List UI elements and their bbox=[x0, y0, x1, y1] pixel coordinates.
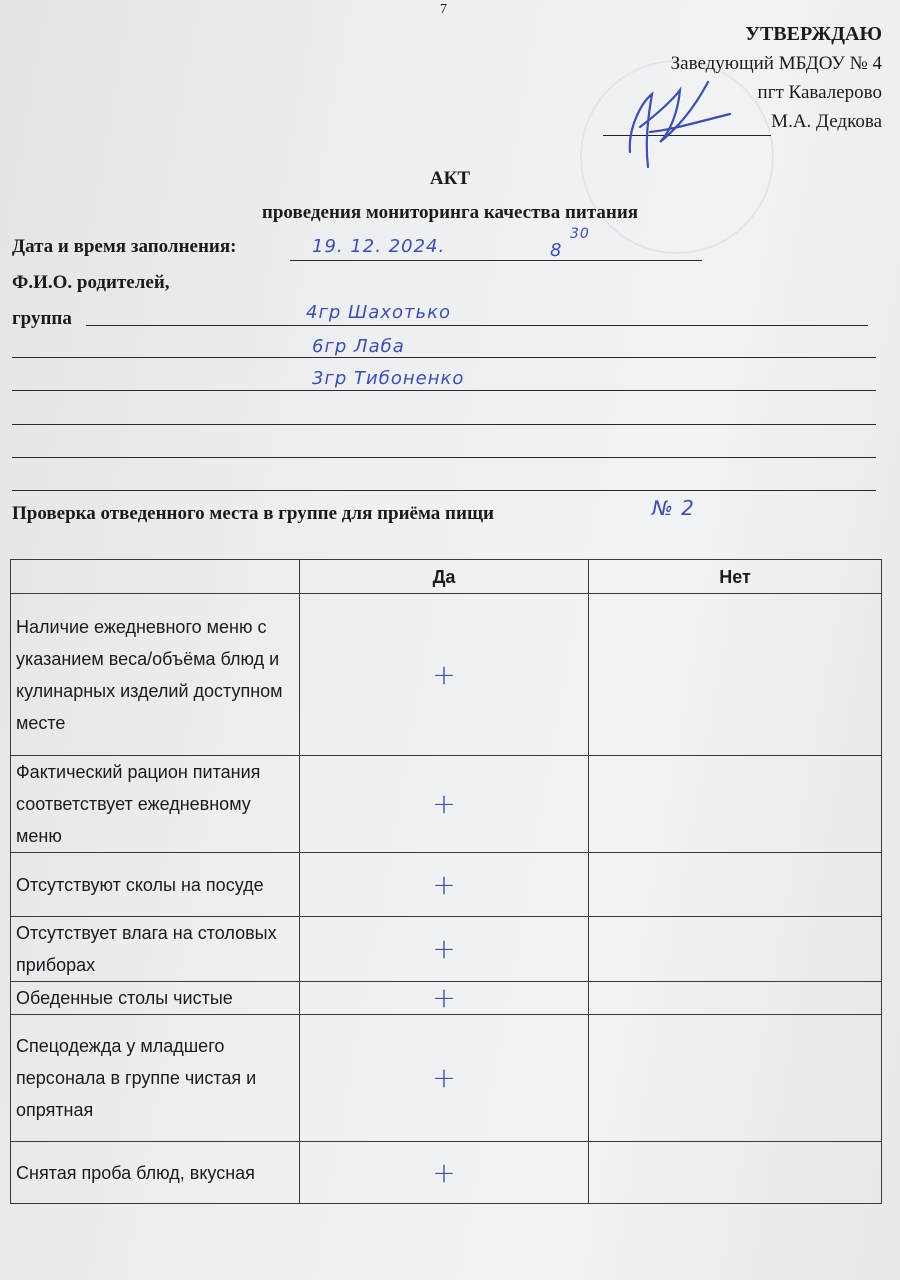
approval-position: Заведующий МБДОУ № 4 bbox=[670, 53, 882, 74]
fill-line bbox=[12, 457, 876, 458]
row-label: Снятая проба блюд, вкусная bbox=[11, 1142, 300, 1204]
date-value: 19. 12. 2024. bbox=[312, 236, 446, 257]
no-mark bbox=[589, 1015, 882, 1142]
table-row bbox=[11, 756, 882, 853]
yes-mark: + bbox=[300, 1015, 589, 1142]
no-mark bbox=[589, 917, 882, 982]
handwritten-signature bbox=[590, 72, 740, 182]
group-label: группа bbox=[12, 308, 72, 329]
document-subtitle: проведения мониторинга качества питания bbox=[261, 202, 639, 223]
date-label: Дата и время заполнения: bbox=[12, 236, 237, 257]
no-mark bbox=[589, 1142, 882, 1204]
yes-mark: + bbox=[300, 982, 589, 1015]
yes-mark: + bbox=[300, 756, 589, 853]
group-entry: 6гр Лаба bbox=[312, 336, 405, 357]
date-underline bbox=[290, 260, 702, 261]
approval-locality: пгт Кавалерово bbox=[757, 82, 882, 103]
yes-mark: + bbox=[300, 917, 589, 982]
time-minutes: 30 bbox=[570, 226, 590, 242]
yes-mark: + bbox=[300, 1142, 589, 1204]
row-label: Обеденные столы чистые bbox=[11, 982, 300, 1015]
table-row bbox=[11, 853, 882, 917]
check-table bbox=[10, 559, 882, 1204]
no-mark bbox=[589, 594, 882, 756]
fill-line bbox=[12, 424, 876, 425]
fill-line bbox=[12, 357, 876, 358]
table-header-row bbox=[11, 560, 882, 594]
no-mark bbox=[589, 756, 882, 853]
section-title: Проверка отведенного места в группе для приёма пищи bbox=[12, 503, 494, 524]
row-label: Фактический рацион питания соответствует ежедневному меню bbox=[11, 756, 300, 853]
parents-label: Ф.И.О. родителей, bbox=[12, 272, 170, 293]
table-row bbox=[11, 594, 882, 756]
document-title: АКТ bbox=[429, 168, 471, 189]
yes-mark: + bbox=[300, 853, 589, 917]
approval-heading: УТВЕРЖДАЮ bbox=[745, 23, 882, 45]
group-entry: 3гр Тибоненко bbox=[312, 368, 465, 389]
fill-line bbox=[86, 325, 868, 326]
fill-line bbox=[12, 490, 876, 491]
column-header-no: Нет bbox=[589, 560, 882, 594]
table-row bbox=[11, 982, 882, 1015]
group-entry: 4гр Шахотько bbox=[306, 302, 451, 323]
no-mark bbox=[589, 982, 882, 1015]
row-label: Отсутствует влага на столовых приборах bbox=[11, 917, 300, 982]
fill-line bbox=[12, 390, 876, 391]
table-row bbox=[11, 1142, 882, 1204]
section-note: № 2 bbox=[652, 496, 695, 520]
page-number: 7 bbox=[440, 2, 447, 17]
approval-name: М.А. Дедкова bbox=[771, 111, 882, 132]
column-header-yes: Да bbox=[300, 560, 589, 594]
yes-mark: + bbox=[300, 594, 589, 756]
no-mark bbox=[589, 853, 882, 917]
row-label: Спецодежда у младшего персонала в группе чистая и опрятная bbox=[11, 1015, 300, 1142]
row-label: Наличие ежедневного меню с указанием веса/объёма блюд и кулинарных изделий доступном месте bbox=[11, 594, 300, 756]
column-header bbox=[11, 560, 300, 594]
table-row bbox=[11, 917, 882, 982]
row-label: Отсутствуют сколы на посуде bbox=[11, 853, 300, 917]
table-row bbox=[11, 1015, 882, 1142]
time-value: 8 bbox=[550, 240, 563, 261]
